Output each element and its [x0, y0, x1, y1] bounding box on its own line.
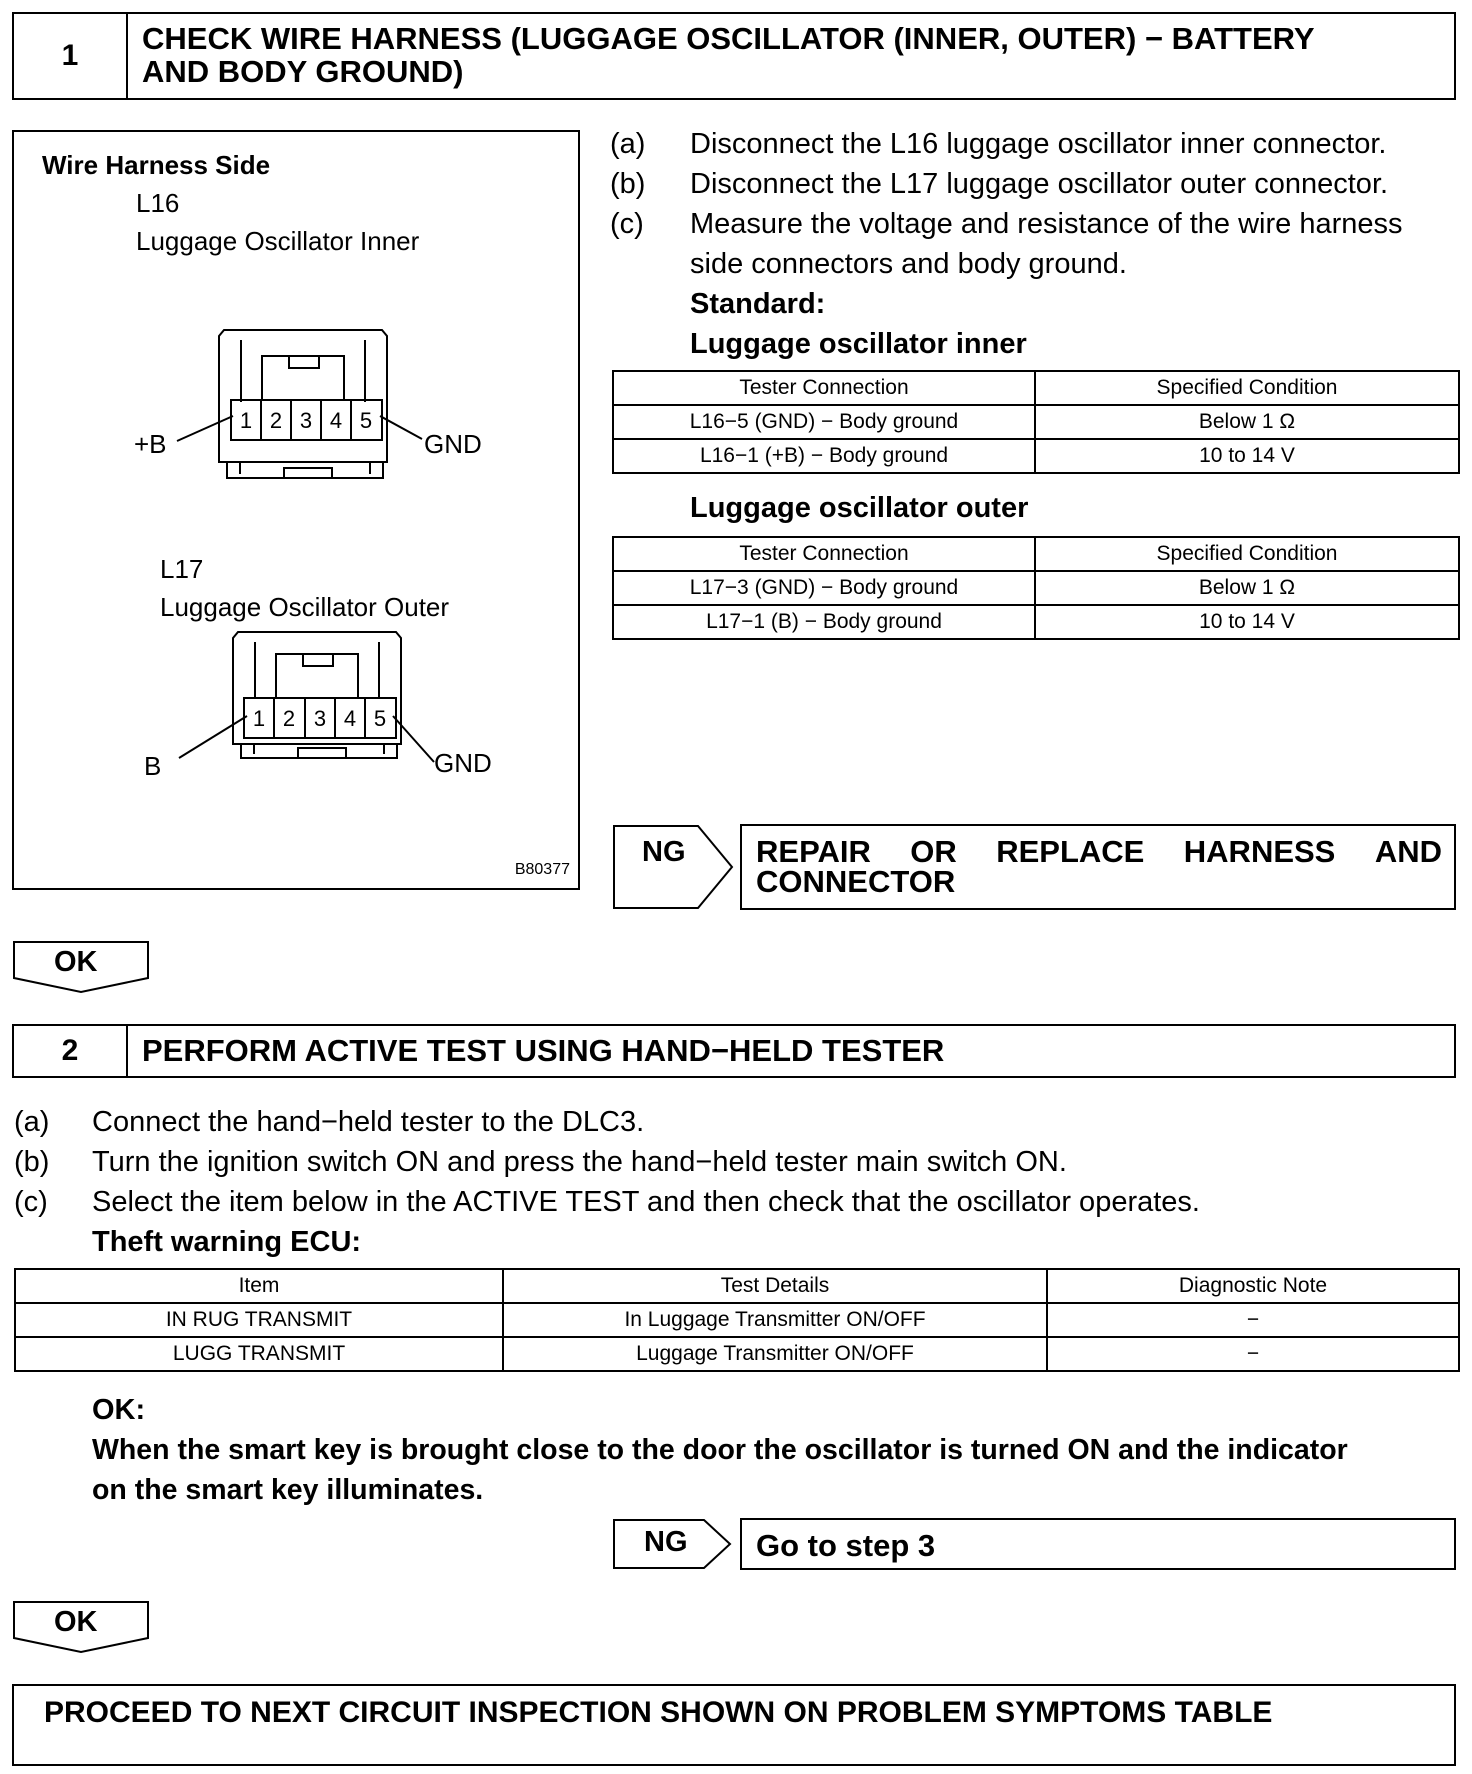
- instr-text: Connect the hand−held tester to the DLC3.: [92, 1106, 645, 1138]
- ok1-marker: [12, 940, 152, 994]
- l17-pin-4: 4: [343, 706, 357, 731]
- header-cell: Specified Condition: [1035, 537, 1459, 571]
- table-cell: LUGG TRANSMIT: [15, 1337, 503, 1371]
- instr-text-cont: side connectors and body ground.: [690, 248, 1127, 280]
- instr-text: Measure the voltage and resistance of the wire harness: [690, 208, 1403, 240]
- table-cell: Below 1 Ω: [1035, 405, 1459, 439]
- ng1-result-line2: CONNECTOR: [756, 864, 956, 899]
- l17-left-label: B: [144, 751, 162, 781]
- l16-pin-1: 1: [239, 408, 253, 433]
- l17-pin-2: 2: [282, 706, 296, 731]
- conn1-name: Luggage Oscillator Inner: [136, 226, 420, 256]
- l16-pin-4: 4: [329, 408, 343, 433]
- table-cell: −: [1047, 1303, 1459, 1337]
- table-cell: In Luggage Transmitter ON/OFF: [503, 1303, 1047, 1337]
- instr-key: (a): [610, 128, 646, 160]
- figure-heading: Wire Harness Side: [42, 150, 271, 180]
- ng2-arrow: [612, 1518, 736, 1570]
- step1-title-line2: AND BODY GROUND): [142, 54, 464, 89]
- result-word: HARNESS: [1183, 834, 1336, 869]
- ng2-label: NG: [644, 1526, 688, 1558]
- table-row: [613, 571, 1459, 605]
- table-row: [613, 439, 1459, 473]
- outer-spec-table: [612, 536, 1460, 640]
- table-row: [613, 605, 1459, 639]
- connector-l17: [179, 632, 434, 762]
- step1-title: [142, 22, 1315, 88]
- header-cell: Tester Connection: [613, 537, 1035, 571]
- table-cell: L16−1 (+B) − Body ground: [613, 439, 1035, 473]
- instr-text: Disconnect the L16 luggage oscillator inner connector.: [690, 128, 1387, 160]
- ng1-result-box: [740, 824, 1456, 910]
- table-cell: Below 1 Ω: [1035, 571, 1459, 605]
- step2-header: [12, 1024, 1456, 1078]
- header-cell: Diagnostic Note: [1047, 1269, 1459, 1303]
- instr-text: Disconnect the L17 luggage oscillator outer connector.: [690, 168, 1389, 200]
- ecu-label: Theft warning ECU:: [92, 1226, 362, 1258]
- l16-left-label: +B: [134, 429, 167, 459]
- table-cell: Luggage Transmitter ON/OFF: [503, 1337, 1047, 1371]
- l16-pin-5: 5: [359, 408, 373, 433]
- connector-diagram: [14, 132, 578, 888]
- table-row: [15, 1303, 1459, 1337]
- ng1-label: NG: [642, 836, 686, 868]
- inner-spec-table: [612, 370, 1460, 474]
- l17-pin-1: 1: [252, 706, 266, 731]
- l16-right-label: GND: [424, 429, 482, 459]
- step1-title-line1: CHECK WIRE HARNESS (LUGGAGE OSCILLATOR (INNER, OUTER) − BATTERY: [142, 21, 1315, 56]
- instr-key: (b): [610, 168, 646, 200]
- wire-harness-figure: [12, 130, 580, 890]
- table-header-row: [613, 537, 1459, 571]
- figure-id: B80377: [514, 861, 570, 878]
- table-cell: 10 to 14 V: [1035, 439, 1459, 473]
- final-instruction-box: [12, 1684, 1456, 1766]
- inner-table-title: Luggage oscillator inner: [690, 328, 1027, 360]
- table-cell: 10 to 14 V: [1035, 605, 1459, 639]
- result-word: AND: [1374, 834, 1442, 869]
- instr-key: (b): [14, 1146, 50, 1178]
- table-cell: L17−3 (GND) − Body ground: [613, 571, 1035, 605]
- ng2-result: Go to step 3: [756, 1528, 936, 1563]
- ok-condition-label: OK:: [92, 1394, 146, 1426]
- header-cell: Tester Connection: [613, 371, 1035, 405]
- l17-pin-5: 5: [373, 706, 387, 731]
- conn2-name: Luggage Oscillator Outer: [160, 592, 450, 622]
- instr-key: (a): [14, 1106, 50, 1138]
- table-cell: L16−5 (GND) − Body ground: [613, 405, 1035, 439]
- l16-pin-2: 2: [269, 408, 283, 433]
- table-cell: −: [1047, 1337, 1459, 1371]
- table-cell: L17−1 (B) − Body ground: [613, 605, 1035, 639]
- ok1-label: OK: [54, 946, 98, 978]
- ng2-result-box: [740, 1518, 1456, 1570]
- instr-key: (c): [14, 1186, 48, 1218]
- table-row: [613, 405, 1459, 439]
- result-word: OR: [910, 834, 957, 869]
- outer-table-title: Luggage oscillator outer: [690, 492, 1029, 524]
- header-cell: Test Details: [503, 1269, 1047, 1303]
- table-cell: IN RUG TRANSMIT: [15, 1303, 503, 1337]
- step1-number: 1: [14, 14, 128, 98]
- header-cell: Specified Condition: [1035, 371, 1459, 405]
- ng1-arrow: [612, 824, 736, 910]
- table-header-row: [15, 1269, 1459, 1303]
- header-cell: Item: [15, 1269, 503, 1303]
- l17-right-label: GND: [434, 748, 492, 778]
- instr-key: (c): [610, 208, 644, 240]
- l16-pin-3: 3: [299, 408, 313, 433]
- table-header-row: [613, 371, 1459, 405]
- ok2-label: OK: [54, 1606, 98, 1638]
- ok2-marker: [12, 1600, 152, 1654]
- conn1-code: L16: [136, 188, 180, 218]
- result-word: REPAIR: [756, 834, 871, 869]
- step1-header: [12, 12, 1456, 100]
- conn2-code: L17: [160, 554, 204, 584]
- final-text: PROCEED TO NEXT CIRCUIT INSPECTION SHOWN ON PROBLEM SYMPTOMS TABLE: [44, 1696, 1273, 1729]
- standard-label: Standard:: [690, 288, 826, 320]
- step2-title: PERFORM ACTIVE TEST USING HAND−HELD TESTER: [142, 1033, 945, 1068]
- ok-condition-line2: on the smart key illuminates.: [92, 1474, 484, 1506]
- ok-condition-line1: When the smart key is brought close to the door the oscillator is turned ON and the indicator: [92, 1434, 1348, 1466]
- active-test-table: [14, 1268, 1460, 1372]
- connector-l16: [177, 330, 422, 478]
- instr-text: Turn the ignition switch ON and press the hand−held tester main switch ON.: [92, 1146, 1067, 1178]
- step2-number: 2: [14, 1026, 128, 1076]
- table-row: [15, 1337, 1459, 1371]
- result-word: REPLACE: [996, 834, 1145, 869]
- l17-pin-3: 3: [313, 706, 327, 731]
- instr-text: Select the item below in the ACTIVE TEST and then check that the oscillator operates.: [92, 1186, 1200, 1218]
